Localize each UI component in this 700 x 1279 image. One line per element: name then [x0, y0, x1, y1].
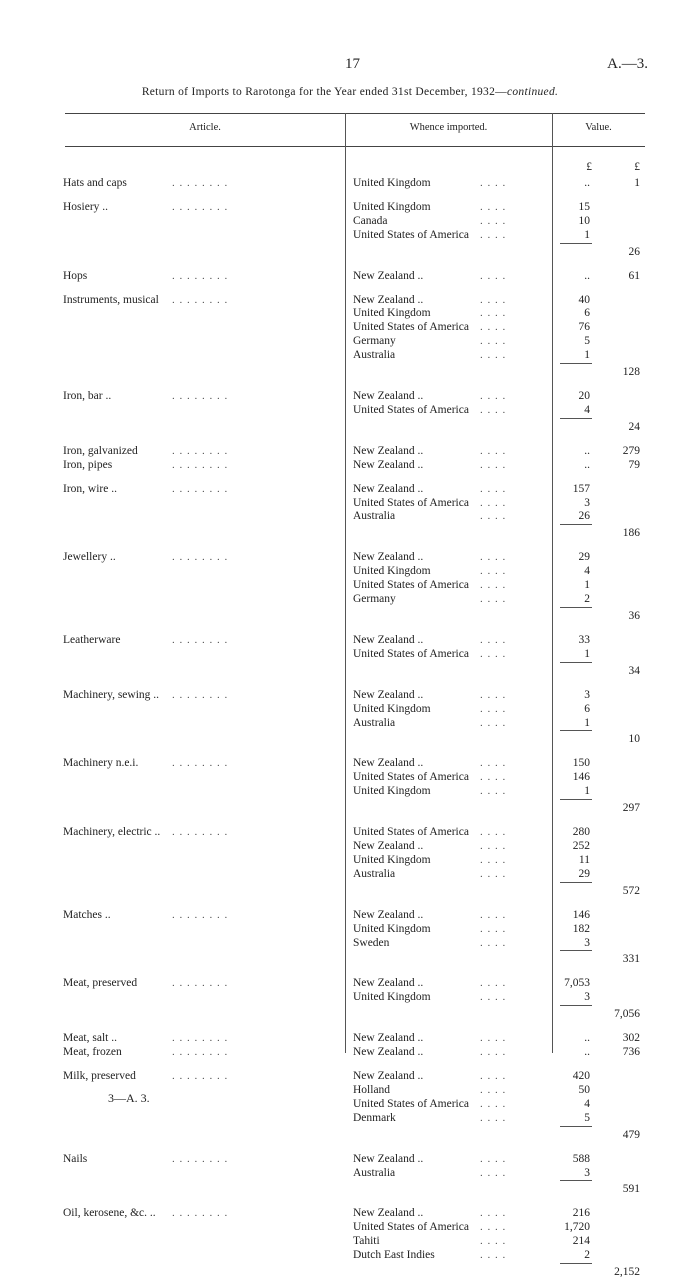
leader-dots: . . . . [480, 593, 507, 605]
leader-dots: . . . . . . . . [172, 688, 229, 701]
value-cell: 1 [584, 579, 590, 592]
country-name: United Kingdom [353, 200, 431, 213]
value-cell: 5 [584, 335, 590, 348]
country-name: United Kingdom [353, 785, 431, 798]
country-name: United Kingdom [353, 991, 431, 1004]
subtotal-rule [560, 662, 592, 663]
article-name: Oil, kerosene, &c. .. [63, 1207, 156, 1220]
title-continued: continued. [506, 86, 559, 98]
value-cell: .. [584, 177, 590, 189]
leader-dots: . . . . [480, 482, 507, 495]
country-name: New Zealand .. [353, 293, 424, 306]
country-name: United States of America [353, 1221, 469, 1234]
leader-dots: . . . . [480, 444, 507, 457]
total-cell: 479 [622, 1128, 640, 1141]
article-name: Iron, wire .. [63, 482, 117, 495]
total-cell: 2,152 [614, 1266, 640, 1278]
page-reference: A.—3. [607, 56, 648, 72]
subtotal-rule [560, 799, 592, 800]
country-name: New Zealand .. [353, 840, 424, 852]
leader-dots: . . . . [480, 349, 507, 362]
article-name: Leatherware [63, 633, 121, 646]
leader-dots: . . . . [480, 991, 507, 1004]
country-name: Dutch East Indies [353, 1249, 435, 1262]
header-whence: Whence imported. [409, 122, 488, 133]
total-cell: 302 [622, 1032, 640, 1045]
leader-dots: . . . . . . . . [172, 293, 229, 306]
value-cell: 1 [584, 716, 590, 729]
value-cell: 4 [584, 403, 590, 416]
subtotal-rule [560, 243, 592, 244]
leader-dots: . . . . [480, 565, 507, 578]
value-cell: 6 [584, 702, 590, 715]
value-cell: 182 [572, 922, 590, 935]
leader-dots: . . . . [480, 867, 507, 880]
value-cell: 1 [584, 785, 590, 798]
leader-dots: . . . . [480, 269, 507, 282]
leader-dots: . . . . . . . . [172, 551, 229, 564]
leader-dots: . . . . [480, 826, 507, 839]
leader-dots: . . . . [480, 551, 507, 564]
total-cell: 279 [622, 444, 640, 457]
title-main: Return of Imports to Rarotonga for the Year ended 31st December, 1932— [141, 86, 507, 98]
country-name: Sweden [353, 936, 390, 949]
article-name: Matches .. [63, 908, 111, 921]
value-cell: 216 [572, 1207, 590, 1220]
article-name: Nails [63, 1152, 88, 1165]
leader-dots: . . . . [480, 702, 507, 715]
leader-dots: . . . . . . . . [172, 200, 229, 213]
article-name: Meat, preserved [63, 977, 138, 990]
value-cell: .. [584, 458, 590, 471]
country-name: Australia [353, 349, 396, 362]
value-cell: 157 [572, 482, 590, 495]
leader-dots: . . . . [480, 771, 507, 784]
value-cell: .. [584, 1032, 590, 1045]
header-article: Article. [189, 122, 221, 133]
subtotal-rule [560, 730, 592, 731]
leader-dots: . . . . . . . . [172, 458, 229, 471]
country-name: United Kingdom [353, 307, 431, 320]
leader-dots: . . . . [480, 458, 507, 471]
leader-dots: . . . . . . . . [172, 390, 229, 402]
leader-dots: . . . . [480, 1070, 507, 1082]
value-cell: 7,053 [564, 977, 590, 990]
article-name: Milk, preserved [63, 1070, 136, 1082]
country-name: United Kingdom [353, 177, 431, 189]
country-name: Holland [353, 1083, 391, 1096]
subtotal-rule [560, 1005, 592, 1006]
country-name: Tahiti [353, 1235, 380, 1248]
leader-dots: . . . . [480, 908, 507, 921]
country-name: New Zealand .. [353, 390, 424, 402]
leader-dots: . . . . [480, 214, 507, 227]
subtotal-rule [560, 1263, 592, 1264]
country-name: United States of America [353, 228, 469, 241]
country-name: United States of America [353, 647, 469, 660]
leader-dots: . . . . [480, 510, 507, 523]
value-cell: 15 [578, 200, 590, 213]
country-name: United Kingdom [353, 565, 431, 578]
article-name: Instruments, musical [63, 293, 159, 306]
country-name: Australia [353, 716, 396, 729]
leader-dots: . . . . . . . . [172, 977, 229, 990]
leader-dots: . . . . . . . . [172, 633, 229, 646]
country-name: New Zealand .. [353, 1152, 424, 1165]
leader-dots: . . . . [480, 936, 507, 949]
leader-dots: . . . . . . . . [172, 482, 229, 495]
leader-dots: . . . . [480, 853, 507, 866]
leader-dots: . . . . [480, 1083, 507, 1096]
value-cell: 50 [578, 1083, 590, 1096]
leader-dots: . . . . [480, 977, 507, 990]
total-cell: 591 [622, 1183, 640, 1196]
leader-dots: . . . . . . . . [172, 444, 229, 457]
country-name: United Kingdom [353, 702, 431, 715]
value-cell: 4 [584, 1097, 590, 1110]
country-name: New Zealand .. [353, 551, 424, 564]
value-cell: 4 [584, 565, 590, 578]
currency-total: £ [634, 161, 640, 173]
value-cell: 11 [578, 853, 590, 866]
value-cell: 1,720 [564, 1221, 590, 1234]
country-name: New Zealand .. [353, 977, 424, 990]
total-cell: 297 [622, 802, 640, 815]
leader-dots: . . . . . . . . [172, 1032, 229, 1045]
total-cell: 186 [622, 527, 640, 540]
leader-dots: . . . . . . . . [172, 757, 229, 770]
total-cell: 34 [628, 664, 640, 677]
leader-dots: . . . . . . . . [172, 177, 229, 189]
subtotal-rule [560, 363, 592, 364]
article-name: Iron, bar .. [63, 390, 112, 402]
country-name: New Zealand .. [353, 458, 424, 471]
total-cell: 736 [622, 1046, 640, 1059]
leader-dots: . . . . . . . . [172, 1207, 229, 1220]
leader-dots: . . . . . . . . [172, 1070, 229, 1082]
leader-dots: . . . . [480, 200, 507, 213]
value-cell: 10 [578, 214, 590, 227]
country-name: New Zealand .. [353, 633, 424, 646]
value-cell: 3 [584, 1166, 590, 1179]
leader-dots: . . . . [480, 1221, 507, 1234]
article-name: Iron, galvanized [63, 444, 138, 457]
country-name: New Zealand .. [353, 1046, 424, 1059]
leader-dots: . . . . . . . . [172, 826, 229, 839]
leader-dots: . . . . [480, 757, 507, 770]
article-name: Jewellery .. [63, 551, 116, 564]
value-cell: 420 [572, 1070, 590, 1082]
leader-dots: . . . . [480, 647, 507, 660]
leader-dots: . . . . [480, 1166, 507, 1179]
leader-dots: . . . . [480, 1097, 507, 1110]
subtotal-rule [560, 418, 592, 419]
value-cell: 1 [584, 647, 590, 660]
leader-dots: . . . . [480, 496, 507, 509]
value-cell: 146 [572, 771, 590, 784]
value-cell: 26 [578, 510, 590, 523]
leader-dots: . . . . [480, 335, 507, 348]
value-cell: 2 [584, 593, 590, 605]
subtotal-rule [560, 882, 592, 883]
value-cell: 1 [584, 349, 590, 362]
value-cell: 252 [572, 840, 590, 852]
value-cell: .. [584, 444, 590, 457]
leader-dots: . . . . [480, 293, 507, 306]
leader-dots: . . . . . . . . [172, 1046, 229, 1059]
leader-dots: . . . . . . . . [172, 1152, 229, 1165]
article-name: Machinery, sewing .. [63, 688, 160, 701]
country-name: New Zealand .. [353, 1032, 424, 1045]
total-cell: 1 [634, 177, 640, 189]
total-cell: 24 [628, 420, 640, 433]
total-cell: 572 [622, 884, 640, 897]
leader-dots: . . . . [480, 390, 507, 402]
total-cell: 36 [628, 609, 640, 622]
country-name: United States of America [353, 1097, 469, 1110]
leader-dots: . . . . [480, 1207, 507, 1220]
leader-dots: . . . . [480, 633, 507, 646]
value-cell: 1 [584, 228, 590, 241]
value-cell: 214 [572, 1235, 590, 1248]
total-cell: 26 [628, 245, 640, 258]
leader-dots: . . . . [480, 1249, 507, 1262]
value-cell: 33 [578, 633, 590, 646]
country-name: Denmark [353, 1111, 396, 1124]
total-cell: 79 [628, 458, 640, 471]
value-cell: .. [584, 1046, 590, 1059]
country-name: Canada [353, 214, 388, 227]
leader-dots: . . . . [480, 579, 507, 592]
country-name: New Zealand .. [353, 757, 424, 770]
value-cell: 3 [584, 688, 590, 701]
country-name: United States of America [353, 321, 469, 334]
leader-dots: . . . . [480, 307, 507, 320]
leader-dots: . . . . [480, 1152, 507, 1165]
value-cell: .. [584, 269, 590, 282]
leader-dots: . . . . [480, 403, 507, 416]
page-number: 17 [345, 56, 360, 72]
value-cell: 29 [578, 867, 590, 880]
currency-sub: £ [586, 161, 592, 173]
country-name: United States of America [353, 771, 469, 784]
value-cell: 3 [584, 936, 590, 949]
subtotal-rule [560, 607, 592, 608]
value-cell: 20 [578, 390, 590, 402]
leader-dots: . . . . [480, 922, 507, 935]
country-name: United States of America [353, 496, 469, 509]
country-name: New Zealand .. [353, 908, 424, 921]
value-cell: 150 [572, 757, 590, 770]
country-name: United States of America [353, 403, 469, 416]
value-cell: 6 [584, 307, 590, 320]
subtotal-rule [560, 524, 592, 525]
value-cell: 3 [584, 991, 590, 1004]
article-name: Meat, salt .. [63, 1032, 117, 1045]
header-value: Value. [585, 122, 612, 133]
leader-dots: . . . . [480, 177, 507, 189]
country-name: New Zealand .. [353, 1207, 424, 1220]
country-name: New Zealand .. [353, 444, 424, 457]
article-name: Hats and caps [63, 177, 127, 189]
total-cell: 10 [628, 733, 640, 746]
article-name: Meat, frozen [63, 1046, 122, 1059]
value-cell: 146 [572, 908, 590, 921]
country-name: New Zealand .. [353, 688, 424, 701]
article-name: Machinery n.e.i. [63, 757, 139, 770]
country-name: Germany [353, 593, 396, 605]
article-name: Iron, pipes [63, 458, 113, 471]
value-cell: 2 [584, 1249, 590, 1262]
article-name: Hosiery .. [63, 200, 109, 213]
value-cell: 29 [578, 551, 590, 564]
country-name: Australia [353, 1166, 396, 1179]
total-cell: 7,056 [614, 1008, 640, 1021]
country-name: United States of America [353, 579, 469, 592]
country-name: Australia [353, 867, 396, 880]
subtotal-rule [560, 950, 592, 951]
country-name: United States of America [353, 826, 469, 839]
total-cell: 331 [622, 953, 640, 966]
leader-dots: . . . . [480, 716, 507, 729]
article-name: Hops [63, 269, 88, 282]
country-name: New Zealand .. [353, 269, 424, 282]
country-name: Australia [353, 510, 396, 523]
leader-dots: . . . . [480, 1235, 507, 1248]
value-cell: 5 [584, 1111, 590, 1124]
value-cell: 280 [572, 826, 590, 839]
value-cell: 76 [578, 321, 590, 334]
total-cell: 128 [622, 366, 640, 378]
footer-reference: 3—A. 3. [108, 1091, 150, 1105]
leader-dots: . . . . [480, 321, 507, 334]
leader-dots: . . . . [480, 1046, 507, 1059]
country-name: New Zealand .. [353, 482, 424, 495]
leader-dots: . . . . [480, 1111, 507, 1124]
leader-dots: . . . . . . . . [172, 269, 229, 282]
subtotal-rule [560, 1126, 592, 1127]
country-name: Germany [353, 335, 396, 348]
value-cell: 588 [572, 1152, 590, 1165]
country-name: New Zealand .. [353, 1070, 424, 1082]
value-cell: 3 [584, 496, 590, 509]
leader-dots: . . . . [480, 1032, 507, 1045]
leader-dots: . . . . [480, 688, 507, 701]
leader-dots: . . . . . . . . [172, 908, 229, 921]
country-name: United Kingdom [353, 853, 431, 866]
total-cell: 61 [628, 269, 640, 282]
value-cell: 40 [578, 293, 590, 306]
leader-dots: . . . . [480, 785, 507, 798]
leader-dots: . . . . [480, 228, 507, 241]
leader-dots: . . . . [480, 840, 507, 852]
country-name: United Kingdom [353, 922, 431, 935]
subtotal-rule [560, 1180, 592, 1181]
article-name: Machinery, electric .. [63, 826, 161, 839]
